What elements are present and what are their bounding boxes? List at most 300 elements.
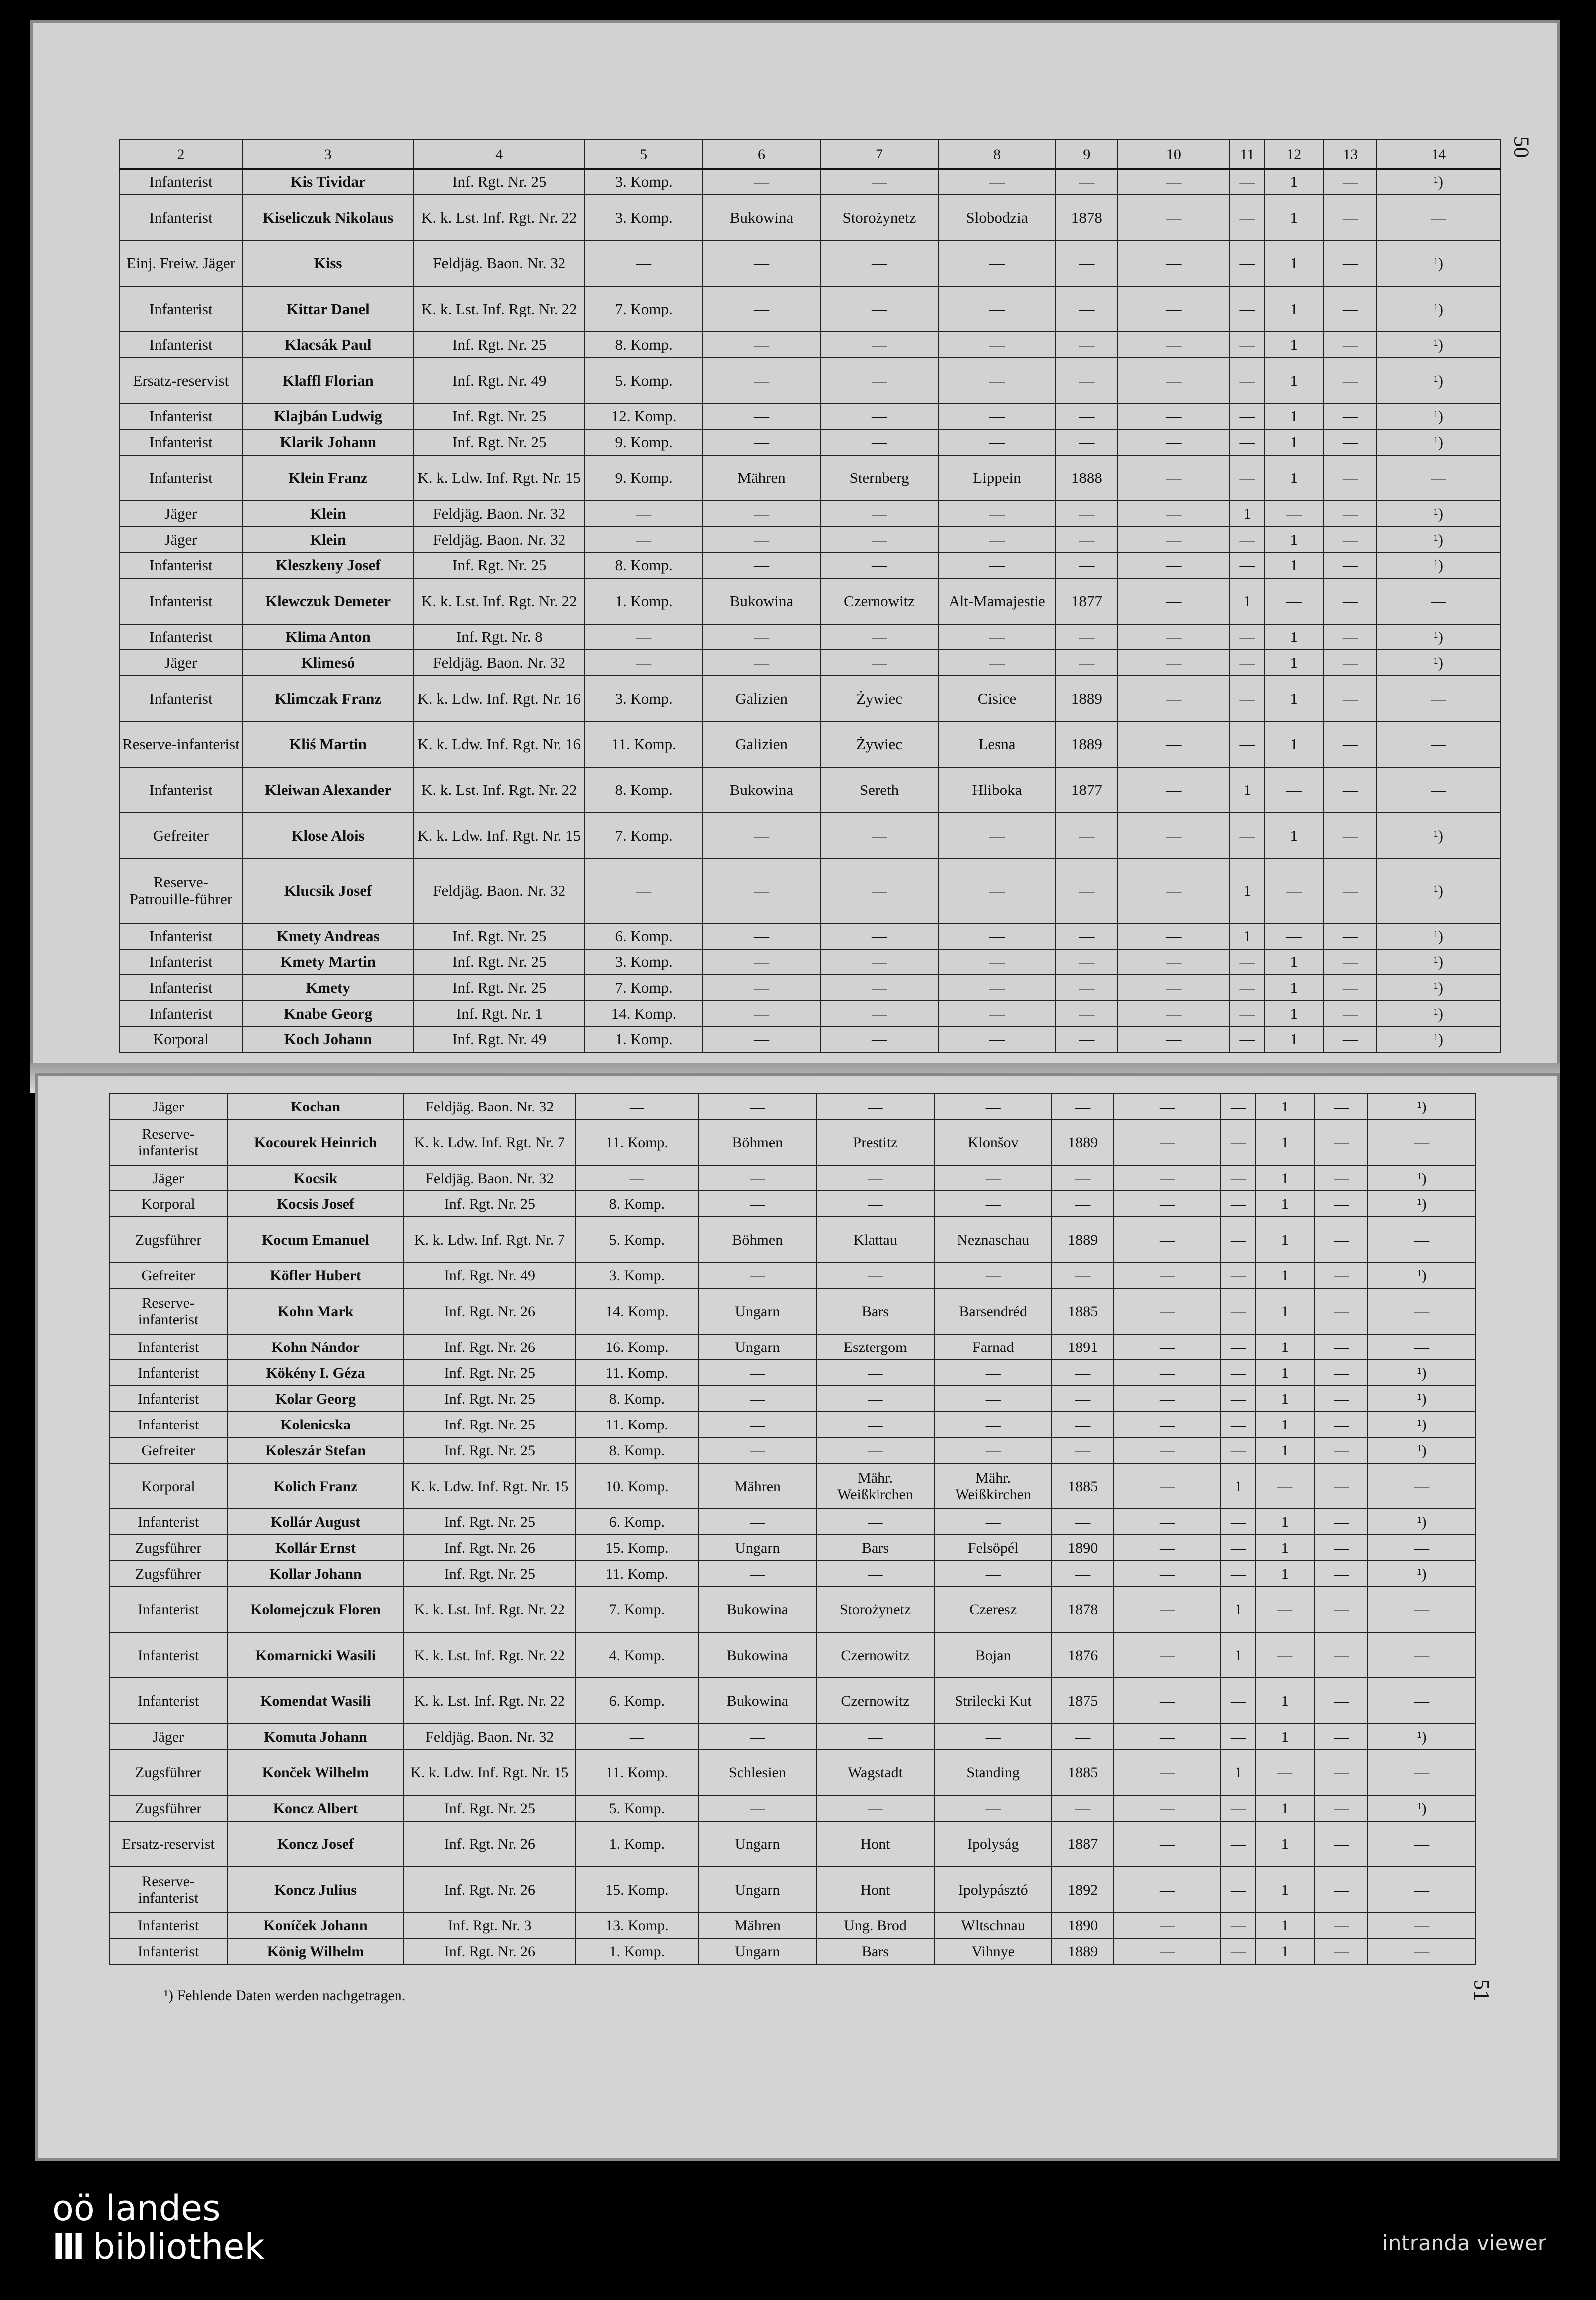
table-cell: Infanterist bbox=[119, 975, 242, 1001]
table-cell: — bbox=[1221, 1535, 1256, 1561]
table-cell: — bbox=[934, 1412, 1052, 1437]
table-row bbox=[119, 501, 1500, 527]
viewer-label: intranda viewer bbox=[1382, 2231, 1546, 2255]
table-cell: 1 bbox=[1265, 358, 1323, 403]
table-cell: — bbox=[938, 949, 1056, 975]
table-cell: Infanterist bbox=[109, 1632, 227, 1678]
table-cell: — bbox=[1323, 332, 1377, 358]
table-cell: 1 bbox=[1230, 501, 1265, 527]
table-cell: — bbox=[1323, 859, 1377, 923]
table-cell: — bbox=[1056, 332, 1117, 358]
table-cell: — bbox=[1314, 1749, 1368, 1795]
table-cell: ¹) bbox=[1368, 1795, 1475, 1821]
table-cell: — bbox=[938, 332, 1056, 358]
table-cell: — bbox=[1368, 1938, 1475, 1964]
library-logo bbox=[52, 2189, 265, 2266]
table-cell: Ungarn bbox=[699, 1938, 816, 1964]
table-cell: Inf. Rgt. Nr. 25 bbox=[404, 1795, 575, 1821]
table-cell: — bbox=[1221, 1119, 1256, 1165]
table-cell: — bbox=[703, 169, 820, 195]
table-cell: Cisice bbox=[938, 676, 1056, 721]
table-cell: — bbox=[575, 1165, 699, 1191]
table-cell: — bbox=[1114, 1749, 1221, 1795]
table-cell: Köfler Hubert bbox=[227, 1263, 404, 1288]
table-cell: — bbox=[699, 1412, 816, 1437]
table-cell: Zugsführer bbox=[109, 1535, 227, 1561]
table-cell: Ungarn bbox=[699, 1535, 816, 1561]
table-cell: Infanterist bbox=[119, 923, 242, 949]
table-cell: Hliboka bbox=[938, 767, 1056, 813]
table-row bbox=[119, 240, 1500, 286]
table-row bbox=[109, 1912, 1475, 1938]
column-header: 6 bbox=[703, 140, 820, 169]
table-cell: 1 bbox=[1256, 1094, 1315, 1119]
table-cell: Storożynetz bbox=[816, 1586, 934, 1632]
table-cell: Standing bbox=[934, 1749, 1052, 1795]
table-row bbox=[119, 455, 1500, 501]
table-cell: Inf. Rgt. Nr. 25 bbox=[404, 1561, 575, 1586]
table-cell: — bbox=[1377, 721, 1500, 767]
table-cell: Lippein bbox=[938, 455, 1056, 501]
table-cell: König Wilhelm bbox=[227, 1938, 404, 1964]
table-cell: Kmety Martin bbox=[242, 949, 414, 975]
table-cell: Inf. Rgt. Nr. 25 bbox=[404, 1386, 575, 1412]
table-cell: — bbox=[1377, 195, 1500, 240]
table-cell: — bbox=[1117, 859, 1230, 923]
table-cell: Infanterist bbox=[109, 1412, 227, 1437]
table-cell: — bbox=[1221, 1217, 1256, 1263]
table-cell: — bbox=[934, 1094, 1052, 1119]
table-cell: 1 bbox=[1221, 1632, 1256, 1678]
table-cell: Wltschnau bbox=[934, 1912, 1052, 1938]
table-cell: 7. Komp. bbox=[575, 1586, 699, 1632]
table-cell: — bbox=[1314, 1334, 1368, 1360]
table-cell: 11. Komp. bbox=[585, 721, 703, 767]
table-cell: Mähren bbox=[699, 1463, 816, 1509]
table-cell: Mähr. Weißkirchen bbox=[934, 1463, 1052, 1509]
table-cell: 8. Komp. bbox=[575, 1437, 699, 1463]
table-cell: 1887 bbox=[1052, 1821, 1114, 1867]
table-cell: 11. Komp. bbox=[575, 1561, 699, 1586]
table-cell: — bbox=[1221, 1386, 1256, 1412]
table-cell: Ung. Brod bbox=[816, 1912, 934, 1938]
table-cell: 1 bbox=[1265, 429, 1323, 455]
table-cell: — bbox=[1377, 676, 1500, 721]
table-cell: Lesna bbox=[938, 721, 1056, 767]
table-cell: 1890 bbox=[1052, 1535, 1114, 1561]
table-row bbox=[119, 1027, 1500, 1052]
table-cell: — bbox=[934, 1724, 1052, 1749]
table-cell: Kolich Franz bbox=[227, 1463, 404, 1509]
table-cell: Czernowitz bbox=[816, 1678, 934, 1724]
table-cell: — bbox=[1314, 1463, 1368, 1509]
table-cell: Ungarn bbox=[699, 1334, 816, 1360]
table-cell: — bbox=[1314, 1821, 1368, 1867]
table-cell: Inf. Rgt. Nr. 25 bbox=[413, 403, 585, 429]
table-cell: Mähren bbox=[703, 455, 820, 501]
table-cell: — bbox=[699, 1724, 816, 1749]
table-cell: Vihnye bbox=[934, 1938, 1052, 1964]
table-cell: 1 bbox=[1265, 240, 1323, 286]
table-header-row bbox=[119, 140, 1500, 169]
table-cell: 4. Komp. bbox=[575, 1632, 699, 1678]
table-cell: — bbox=[703, 403, 820, 429]
table-cell: K. k. Lst. Inf. Rgt. Nr. 22 bbox=[413, 578, 585, 624]
table-cell: — bbox=[585, 624, 703, 650]
table-cell: Koníček Johann bbox=[227, 1912, 404, 1938]
table-cell: K. k. Lst. Inf. Rgt. Nr. 22 bbox=[404, 1632, 575, 1678]
table-cell: — bbox=[1052, 1386, 1114, 1412]
table-cell: — bbox=[1368, 1217, 1475, 1263]
table-cell: ¹) bbox=[1377, 553, 1500, 578]
table-cell: — bbox=[1117, 1001, 1230, 1027]
table-cell: Korporal bbox=[119, 1027, 242, 1052]
table-cell: Klein Franz bbox=[242, 455, 414, 501]
table-cell: Klaffl Florian bbox=[242, 358, 414, 403]
table-cell: 1. Komp. bbox=[585, 1027, 703, 1052]
table-cell: — bbox=[1368, 1912, 1475, 1938]
table-cell: Zugsführer bbox=[109, 1795, 227, 1821]
table-cell: — bbox=[1117, 923, 1230, 949]
table-cell: — bbox=[585, 240, 703, 286]
table-cell: Inf. Rgt. Nr. 26 bbox=[404, 1535, 575, 1561]
table-cell: 11. Komp. bbox=[575, 1360, 699, 1386]
table-cell: — bbox=[934, 1795, 1052, 1821]
table-cell: Reserve-infanterist bbox=[119, 721, 242, 767]
table-cell: ¹) bbox=[1377, 286, 1500, 332]
table-cell: Kollár August bbox=[227, 1509, 404, 1535]
table-cell: — bbox=[703, 650, 820, 676]
table-cell: Strilecki Kut bbox=[934, 1678, 1052, 1724]
table-cell: — bbox=[816, 1094, 934, 1119]
table-cell: — bbox=[1114, 1821, 1221, 1867]
column-header: 2 bbox=[119, 140, 242, 169]
table-cell: Bojan bbox=[934, 1632, 1052, 1678]
column-header: 4 bbox=[413, 140, 585, 169]
table-cell: — bbox=[1114, 1561, 1221, 1586]
table-cell: — bbox=[1056, 1027, 1117, 1052]
table-cell: — bbox=[1117, 553, 1230, 578]
table-row bbox=[109, 1795, 1475, 1821]
table-cell: — bbox=[703, 501, 820, 527]
table-cell: — bbox=[1230, 429, 1265, 455]
table-cell: Schlesien bbox=[699, 1749, 816, 1795]
table-cell: 1 bbox=[1265, 195, 1323, 240]
table-cell: Konček Wilhelm bbox=[227, 1749, 404, 1795]
table-cell: — bbox=[934, 1437, 1052, 1463]
table-cell: — bbox=[1377, 767, 1500, 813]
table-cell: 1885 bbox=[1052, 1749, 1114, 1795]
table-cell: — bbox=[1230, 949, 1265, 975]
table-cell: — bbox=[699, 1437, 816, 1463]
table-cell: — bbox=[1114, 1463, 1221, 1509]
table-row bbox=[109, 1386, 1475, 1412]
table-cell: Infanterist bbox=[119, 767, 242, 813]
table-cell: Inf. Rgt. Nr. 26 bbox=[404, 1334, 575, 1360]
table-cell: ¹) bbox=[1377, 923, 1500, 949]
table-row bbox=[119, 553, 1500, 578]
table-cell: — bbox=[1117, 624, 1230, 650]
table-cell: Koleszár Stefan bbox=[227, 1437, 404, 1463]
logo-bars: III bbox=[52, 2226, 82, 2267]
table-cell: — bbox=[1221, 1412, 1256, 1437]
table-cell: — bbox=[1323, 358, 1377, 403]
table-cell: ¹) bbox=[1368, 1724, 1475, 1749]
table-cell: ¹) bbox=[1377, 949, 1500, 975]
table-cell: Kollar Johann bbox=[227, 1561, 404, 1586]
logo-line-1: oö landes bbox=[52, 2188, 221, 2228]
table-cell: 8. Komp. bbox=[585, 332, 703, 358]
table-cell: — bbox=[575, 1094, 699, 1119]
table-cell: Mähr. Weißkirchen bbox=[816, 1463, 934, 1509]
table-cell: Bukowina bbox=[699, 1586, 816, 1632]
table-cell: Infanterist bbox=[119, 624, 242, 650]
table-cell: — bbox=[1221, 1360, 1256, 1386]
table-cell: Inf. Rgt. Nr. 8 bbox=[413, 624, 585, 650]
table-cell: 15. Komp. bbox=[575, 1535, 699, 1561]
table-cell: Sternberg bbox=[820, 455, 938, 501]
table-cell: — bbox=[820, 403, 938, 429]
table-cell: Infanterist bbox=[119, 553, 242, 578]
table-cell: ¹) bbox=[1377, 1001, 1500, 1027]
column-header: 7 bbox=[820, 140, 938, 169]
table-cell: 1 bbox=[1256, 1360, 1315, 1386]
table-cell: 1 bbox=[1265, 403, 1323, 429]
table-cell: 1 bbox=[1265, 455, 1323, 501]
table-row bbox=[109, 1749, 1475, 1795]
table-cell: — bbox=[1265, 578, 1323, 624]
table-row bbox=[109, 1463, 1475, 1509]
table-cell: — bbox=[1221, 1509, 1256, 1535]
table-cell: — bbox=[1265, 859, 1323, 923]
table-cell: Feldjäg. Baon. Nr. 32 bbox=[404, 1724, 575, 1749]
table-cell: — bbox=[820, 169, 938, 195]
table-cell: — bbox=[1056, 501, 1117, 527]
table-cell: K. k. Ldw. Inf. Rgt. Nr. 7 bbox=[404, 1119, 575, 1165]
table-cell: 1 bbox=[1265, 1027, 1323, 1052]
table-cell: 3. Komp. bbox=[585, 949, 703, 975]
table-cell: — bbox=[703, 923, 820, 949]
table-cell: — bbox=[934, 1191, 1052, 1217]
table-cell: 1 bbox=[1221, 1463, 1256, 1509]
table-cell: — bbox=[1323, 578, 1377, 624]
table-cell: — bbox=[1323, 403, 1377, 429]
table-cell: — bbox=[1368, 1119, 1475, 1165]
table-cell: Prestitz bbox=[816, 1119, 934, 1165]
table-cell: Esztergom bbox=[816, 1334, 934, 1360]
table-cell: — bbox=[820, 813, 938, 859]
table-cell: — bbox=[938, 650, 1056, 676]
table-cell: ¹) bbox=[1377, 403, 1500, 429]
table-cell: Kleszkeny Josef bbox=[242, 553, 414, 578]
table-cell: ¹) bbox=[1368, 1360, 1475, 1386]
table-cell: K. k. Ldw. Inf. Rgt. Nr. 16 bbox=[413, 721, 585, 767]
table-cell: — bbox=[820, 923, 938, 949]
table-cell: — bbox=[1314, 1094, 1368, 1119]
table-cell: 1 bbox=[1256, 1437, 1315, 1463]
table-cell: 16. Komp. bbox=[575, 1334, 699, 1360]
table-cell: 1 bbox=[1230, 859, 1265, 923]
table-cell: Ipolypásztó bbox=[934, 1867, 1052, 1912]
table-cell: — bbox=[1323, 240, 1377, 286]
table-cell: — bbox=[1056, 624, 1117, 650]
table-cell: — bbox=[1114, 1509, 1221, 1535]
table-cell: — bbox=[1117, 949, 1230, 975]
table-cell: Klattau bbox=[816, 1217, 934, 1263]
table-row bbox=[119, 358, 1500, 403]
table-cell: Kohn Nándor bbox=[227, 1334, 404, 1360]
table-cell: — bbox=[1230, 358, 1265, 403]
table-cell: Bukowina bbox=[699, 1632, 816, 1678]
column-header: 13 bbox=[1323, 140, 1377, 169]
table-cell: Infanterist bbox=[109, 1509, 227, 1535]
table-cell: Korporal bbox=[109, 1463, 227, 1509]
table-cell: ¹) bbox=[1368, 1263, 1475, 1288]
table-cell: — bbox=[585, 650, 703, 676]
table-cell: — bbox=[1052, 1412, 1114, 1437]
table-cell: ¹) bbox=[1368, 1509, 1475, 1535]
table-cell: Infanterist bbox=[109, 1912, 227, 1938]
table-cell: — bbox=[1221, 1724, 1256, 1749]
table-cell: — bbox=[1056, 286, 1117, 332]
table-cell: Kliś Martin bbox=[242, 721, 414, 767]
table-cell: Koch Johann bbox=[242, 1027, 414, 1052]
table-cell: — bbox=[816, 1509, 934, 1535]
table-cell: — bbox=[938, 240, 1056, 286]
table-cell: 1 bbox=[1256, 1509, 1315, 1535]
table-cell: ¹) bbox=[1377, 859, 1500, 923]
table-cell: — bbox=[1056, 240, 1117, 286]
table-cell: 6. Komp. bbox=[575, 1509, 699, 1535]
table-cell: — bbox=[938, 169, 1056, 195]
table-cell: Inf. Rgt. Nr. 26 bbox=[404, 1867, 575, 1912]
register-table-top bbox=[119, 139, 1501, 1053]
table-cell: Infanterist bbox=[119, 578, 242, 624]
table-cell: Alt-Mamajestie bbox=[938, 578, 1056, 624]
table-cell: — bbox=[1314, 1437, 1368, 1463]
table-cell: 1 bbox=[1230, 578, 1265, 624]
table-cell: Jäger bbox=[119, 501, 242, 527]
table-cell: 1 bbox=[1221, 1586, 1256, 1632]
table-cell: — bbox=[1230, 624, 1265, 650]
table-cell: 12. Komp. bbox=[585, 403, 703, 429]
table-cell: Hont bbox=[816, 1867, 934, 1912]
table-cell: — bbox=[1314, 1263, 1368, 1288]
table-cell: — bbox=[1114, 1263, 1221, 1288]
table-cell: — bbox=[1314, 1412, 1368, 1437]
table-cell: — bbox=[938, 403, 1056, 429]
table-cell: 1 bbox=[1256, 1119, 1315, 1165]
table-cell: — bbox=[703, 332, 820, 358]
footnote: ¹) Fehlende Daten werden nachgetragen. bbox=[164, 1987, 406, 2004]
table-row bbox=[109, 1191, 1475, 1217]
table-cell: Bars bbox=[816, 1535, 934, 1561]
table-cell: Gefreiter bbox=[109, 1263, 227, 1288]
table-cell: — bbox=[1221, 1561, 1256, 1586]
table-cell: — bbox=[816, 1191, 934, 1217]
table-cell: — bbox=[699, 1191, 816, 1217]
table-cell: — bbox=[1314, 1288, 1368, 1334]
table-cell: — bbox=[938, 813, 1056, 859]
table-cell: — bbox=[938, 624, 1056, 650]
table-cell: 1 bbox=[1256, 1821, 1315, 1867]
table-cell: — bbox=[1117, 1027, 1230, 1052]
table-cell: Inf. Rgt. Nr. 49 bbox=[413, 1027, 585, 1052]
table-cell: Jäger bbox=[119, 650, 242, 676]
table-cell: — bbox=[1368, 1334, 1475, 1360]
table-cell: — bbox=[1117, 650, 1230, 676]
table-cell: K. k. Lst. Inf. Rgt. Nr. 22 bbox=[404, 1678, 575, 1724]
table-cell: — bbox=[1230, 403, 1265, 429]
table-cell: Infanterist bbox=[109, 1586, 227, 1632]
table-cell: — bbox=[934, 1165, 1052, 1191]
table-cell: — bbox=[1221, 1867, 1256, 1912]
table-cell: — bbox=[703, 286, 820, 332]
table-cell: — bbox=[1221, 1821, 1256, 1867]
table-cell: ¹) bbox=[1368, 1561, 1475, 1586]
table-cell: — bbox=[703, 1027, 820, 1052]
table-cell: — bbox=[1314, 1535, 1368, 1561]
table-cell: — bbox=[1323, 923, 1377, 949]
table-cell: Inf. Rgt. Nr. 1 bbox=[413, 1001, 585, 1027]
table-cell: — bbox=[1117, 767, 1230, 813]
table-cell: — bbox=[820, 527, 938, 553]
table-cell: Klose Alois bbox=[242, 813, 414, 859]
table-cell: Jäger bbox=[119, 527, 242, 553]
table-cell: — bbox=[1230, 1001, 1265, 1027]
table-row bbox=[109, 1217, 1475, 1263]
table-cell: — bbox=[1114, 1191, 1221, 1217]
table-cell: Ersatz-reservist bbox=[109, 1821, 227, 1867]
table-cell: Bars bbox=[816, 1938, 934, 1964]
table-cell: — bbox=[1221, 1437, 1256, 1463]
table-cell: 9. Komp. bbox=[585, 455, 703, 501]
table-cell: — bbox=[1117, 240, 1230, 286]
table-cell: — bbox=[703, 429, 820, 455]
table-cell: Kollár Ernst bbox=[227, 1535, 404, 1561]
table-cell: — bbox=[1368, 1535, 1475, 1561]
table-cell: — bbox=[1377, 455, 1500, 501]
table-cell: — bbox=[1114, 1288, 1221, 1334]
table-cell: Komendat Wasili bbox=[227, 1678, 404, 1724]
table-cell: Kittar Danel bbox=[242, 286, 414, 332]
table-cell: Storożynetz bbox=[820, 195, 938, 240]
table-row bbox=[119, 429, 1500, 455]
table-cell: ¹) bbox=[1377, 332, 1500, 358]
table-cell: — bbox=[1230, 527, 1265, 553]
table-cell: Żywiec bbox=[820, 721, 938, 767]
table-cell: Gefreiter bbox=[109, 1437, 227, 1463]
table-cell: Infanterist bbox=[119, 949, 242, 975]
table-cell: — bbox=[699, 1263, 816, 1288]
table-cell: — bbox=[934, 1360, 1052, 1386]
table-cell: 1 bbox=[1265, 332, 1323, 358]
table-cell: Inf. Rgt. Nr. 25 bbox=[413, 169, 585, 195]
column-header: 9 bbox=[1056, 140, 1117, 169]
column-header: 11 bbox=[1230, 140, 1265, 169]
table-cell: Galizien bbox=[703, 721, 820, 767]
table-cell: 3. Komp. bbox=[585, 195, 703, 240]
table-cell: 1 bbox=[1256, 1386, 1315, 1412]
table-row bbox=[119, 721, 1500, 767]
table-cell: — bbox=[1323, 767, 1377, 813]
table-cell: — bbox=[1114, 1795, 1221, 1821]
table-cell: — bbox=[1230, 1027, 1265, 1052]
table-cell: K. k. Ldw. Inf. Rgt. Nr. 15 bbox=[413, 455, 585, 501]
table-cell: Kiss bbox=[242, 240, 414, 286]
table-cell: — bbox=[1377, 578, 1500, 624]
table-cell: Klacsák Paul bbox=[242, 332, 414, 358]
